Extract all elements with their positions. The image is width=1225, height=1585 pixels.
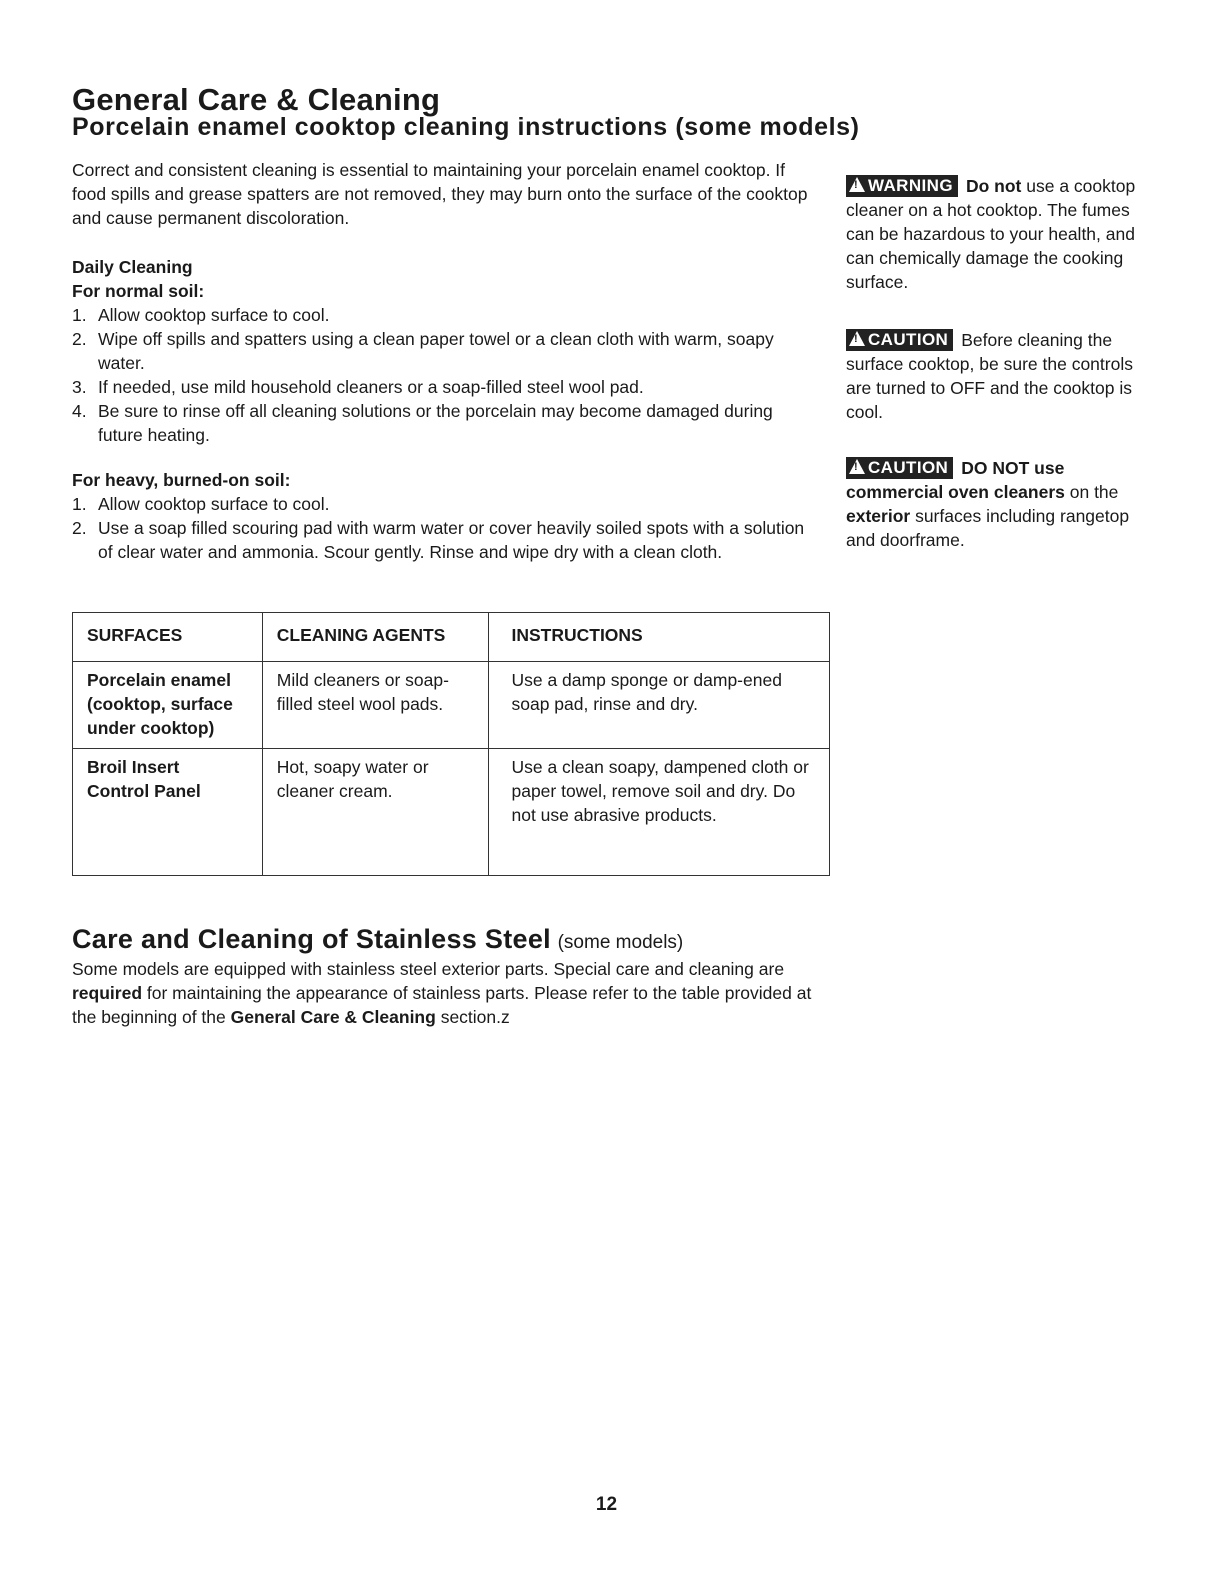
caution-badge: !CAUTION <box>846 457 953 479</box>
step-text: Allow cooktop surface to cool. <box>98 494 330 514</box>
step-text: Use a soap filled scouring pad with warm water or cover heavily soiled spots with a solution of clear water and ammonia. Scour gently. Rinse and wipe dry with a clean cloth. <box>98 518 805 562</box>
daily-cleaning-heading: Daily Cleaning <box>72 257 193 277</box>
normal-soil-section <box>72 255 820 447</box>
caution-note <box>846 328 1146 424</box>
heavy-soil-steps <box>72 492 820 564</box>
agents-cell: Hot, soapy water or cleaner cream. <box>262 749 489 876</box>
caution-text: surfaces including rangetop and doorframe. <box>846 506 1130 550</box>
stainless-paragraph: Some models are equipped with stainless steel exterior parts. Special care and cleaning are required for maintaining the appearance of stainless parts. Please refer to the table provided at the beginning of the General Care & Cleaning section.z <box>72 959 812 1027</box>
instructions-cell: Use a damp sponge or damp-ened soap pad, rinse and dry. <box>489 662 830 749</box>
section-subtitle: Porcelain enamel cooktop cleaning instructions (some models) <box>72 113 860 141</box>
step-number: 1. <box>72 305 87 325</box>
caution-badge: !CAUTION <box>846 329 953 351</box>
warning-note <box>846 174 1146 294</box>
step-number: 1. <box>72 494 87 514</box>
heavy-soil-section <box>72 468 820 564</box>
alert-triangle-icon <box>849 177 865 192</box>
intro-paragraph: Correct and consistent cleaning is essential to maintaining your porcelain enamel cooktop. If food spills and grease spatters are not removed, they may burn onto the surface of the cooktop and cause permanent discoloration. <box>72 160 808 228</box>
column-header-surfaces: SURFACES <box>73 613 263 662</box>
list-item <box>72 303 820 327</box>
agents-cell: Mild cleaners or soap-filled steel wool pads. <box>262 662 489 749</box>
caution-note <box>846 456 1146 552</box>
stainless-heading-main: Care and Cleaning of Stainless Steel <box>72 924 551 954</box>
column-header-instructions: INSTRUCTIONS <box>489 613 830 662</box>
table-row <box>73 662 830 749</box>
normal-soil-steps <box>72 303 820 447</box>
column-header-cleaning-agents: CLEANING AGENTS <box>262 613 489 662</box>
list-item <box>72 375 820 399</box>
table-row <box>73 749 830 876</box>
instructions-cell: Use a clean soapy, dampened cloth or paper towel, remove soil and dry. Do not use abrasive products. <box>489 749 830 876</box>
step-number: 2. <box>72 329 87 349</box>
step-number: 4. <box>72 401 87 421</box>
step-text: Wipe off spills and spatters using a clean paper towel or a clean cloth with warm, soapy water. <box>98 329 774 373</box>
step-number: 3. <box>72 377 87 397</box>
warning-badge: !WARNING <box>846 175 958 197</box>
alert-triangle-icon <box>849 459 865 474</box>
table-header-row <box>73 613 830 662</box>
caution-text: Before cleaning the surface cooktop, be sure the controls are turned to OFF and the cooktop is cool. <box>846 330 1133 422</box>
cleaning-table <box>72 612 830 876</box>
list-item <box>72 492 820 516</box>
stainless-heading-note: (some models) <box>557 932 684 953</box>
surface-cell: Porcelain enamel (cooktop, surface under cooktop) <box>73 662 263 749</box>
step-text: If needed, use mild household cleaners or a soap-filled steel wool pad. <box>98 377 644 397</box>
caution-emphasis: exterior <box>846 506 911 526</box>
step-number: 2. <box>72 518 87 538</box>
alert-triangle-icon <box>849 331 865 346</box>
surface-cell <box>73 749 263 876</box>
heavy-soil-heading: For heavy, burned-on soil: <box>72 470 291 490</box>
page-title: General Care & Cleaning <box>72 82 441 117</box>
surface-line: Control Panel <box>87 781 201 801</box>
caution-text: on the <box>1064 482 1119 502</box>
page-number: 12 <box>595 1494 618 1515</box>
list-item <box>72 327 820 375</box>
warning-lead: Do not <box>965 176 1022 196</box>
stainless-emphasis: General Care & Cleaning <box>230 1007 436 1027</box>
surface-line: Broil Insert <box>87 757 180 777</box>
list-item <box>72 399 820 447</box>
warning-text: use a cooktop cleaner on a hot cooktop. The fumes can be hazardous to your health, and can chemically damage the cooking surface. <box>846 176 1136 292</box>
list-item <box>72 516 820 564</box>
stainless-emphasis: required <box>72 983 143 1003</box>
caution-lead: DO NOT use commercial oven cleaners <box>846 458 1065 502</box>
step-text: Be sure to rinse off all cleaning solutions or the porcelain may become damaged during future heating. <box>98 401 773 445</box>
step-text: Allow cooktop surface to cool. <box>98 305 330 325</box>
stainless-heading <box>72 924 683 955</box>
normal-soil-heading: For normal soil: <box>72 281 205 301</box>
